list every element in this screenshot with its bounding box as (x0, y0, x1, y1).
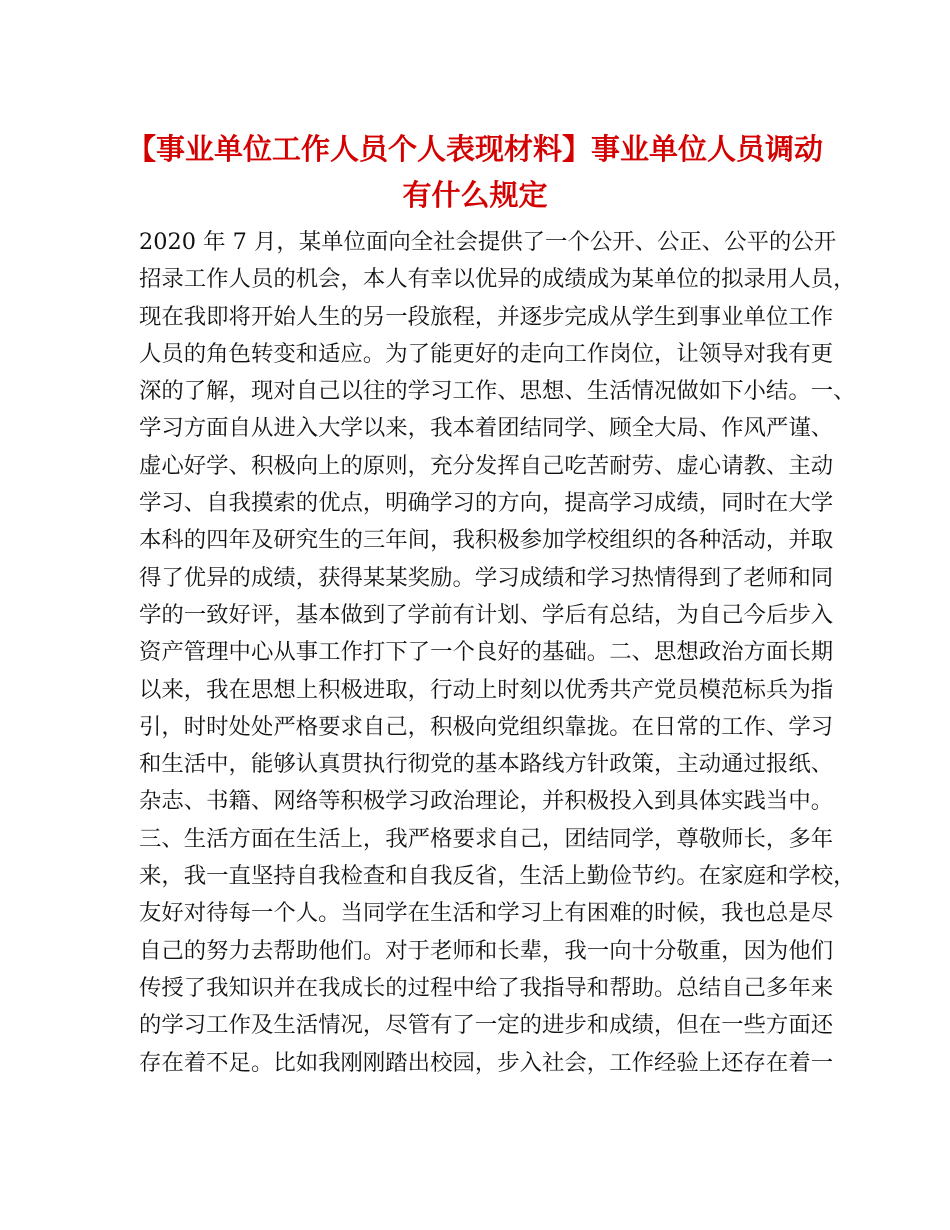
body-line: 的学习工作及生活情况，尽管有了一定的进步和成绩，但在一些方面还 (139, 1012, 834, 1039)
body-line: 学的一致好评，基本做到了学前有计划、学后有总结，为自己今后步入 (139, 601, 834, 628)
body-line: 来，我一直坚持自我检查和自我反省，生活上勤俭节约。在家庭和学校， (139, 863, 856, 890)
body-line: 自己的努力去帮助他们。对于老师和长辈，我一向十分敬重，因为他们 (139, 937, 834, 964)
title-line-1: 【事业单位工作人员个人表现材料】事业单位人员调动 (126, 132, 823, 166)
body-line: 友好对待每一个人。当同学在生活和学习上有困难的时候，我也总是尽 (139, 900, 834, 927)
body-line: 和生活中，能够认真贯执行彻党的基本路线方针政策，主动通过报纸、 (139, 751, 834, 778)
body-line: 深的了解，现对自己以往的学习工作、思想、生活情况做如下小结。一、 (139, 378, 856, 405)
body-line: 2020 年 7 月，某单位面向全社会提供了一个公开、公正、公平的公开 (139, 229, 837, 255)
document-title (100, 126, 850, 218)
body-line: 现在我即将开始人生的另一段旅程，并逐步完成从学生到事业单位工作 (139, 303, 834, 330)
body-line: 得了优异的成绩，获得某某奖励。学习成绩和学习热情得到了老师和同 (139, 564, 834, 591)
body-line: 引，时时处处严格要求自己，积极向党组织靠拢。在日常的工作、学习 (139, 713, 834, 740)
body-line: 虚心好学、积极向上的原则，充分发挥自己吃苦耐劳、虚心请教、主动 (139, 452, 834, 479)
body-line: 以来，我在思想上积极进取，行动上时刻以优秀共产党员模范标兵为指 (139, 676, 834, 703)
document-body (139, 224, 856, 1082)
body-line: 本科的四年及研究生的三年间，我积极参加学校组织的各种活动，并取 (139, 527, 834, 554)
body-line: 学习方面自从进入大学以来，我本着团结同学、顾全大局、作风严谨、 (139, 415, 834, 442)
body-line: 杂志、书籍、网络等积极学习政治理论，并积极投入到具体实践当中。 (139, 788, 834, 815)
body-line: 招录工作人员的机会，本人有幸以优异的成绩成为某单位的拟录用人员， (139, 266, 856, 293)
body-line: 存在着不足。比如我刚刚踏出校园，步入社会，工作经验上还存在着一 (139, 1049, 834, 1076)
title-line-2: 有什么规定 (402, 178, 548, 212)
body-line: 三、生活方面在生活上，我严格要求自己，团结同学，尊敬师长，多年 (139, 825, 834, 852)
body-line: 传授了我知识并在我成长的过程中给了我指导和帮助。总结自己多年来 (139, 974, 834, 1001)
body-line: 学习、自我摸索的优点，明确学习的方向，提高学习成绩，同时在大学 (139, 490, 834, 517)
body-line: 资产管理中心从事工作打下了一个良好的基础。二、思想政治方面长期 (139, 639, 834, 666)
body-line: 人员的角色转变和适应。为了能更好的走向工作岗位，让领导对我有更 (139, 340, 834, 367)
